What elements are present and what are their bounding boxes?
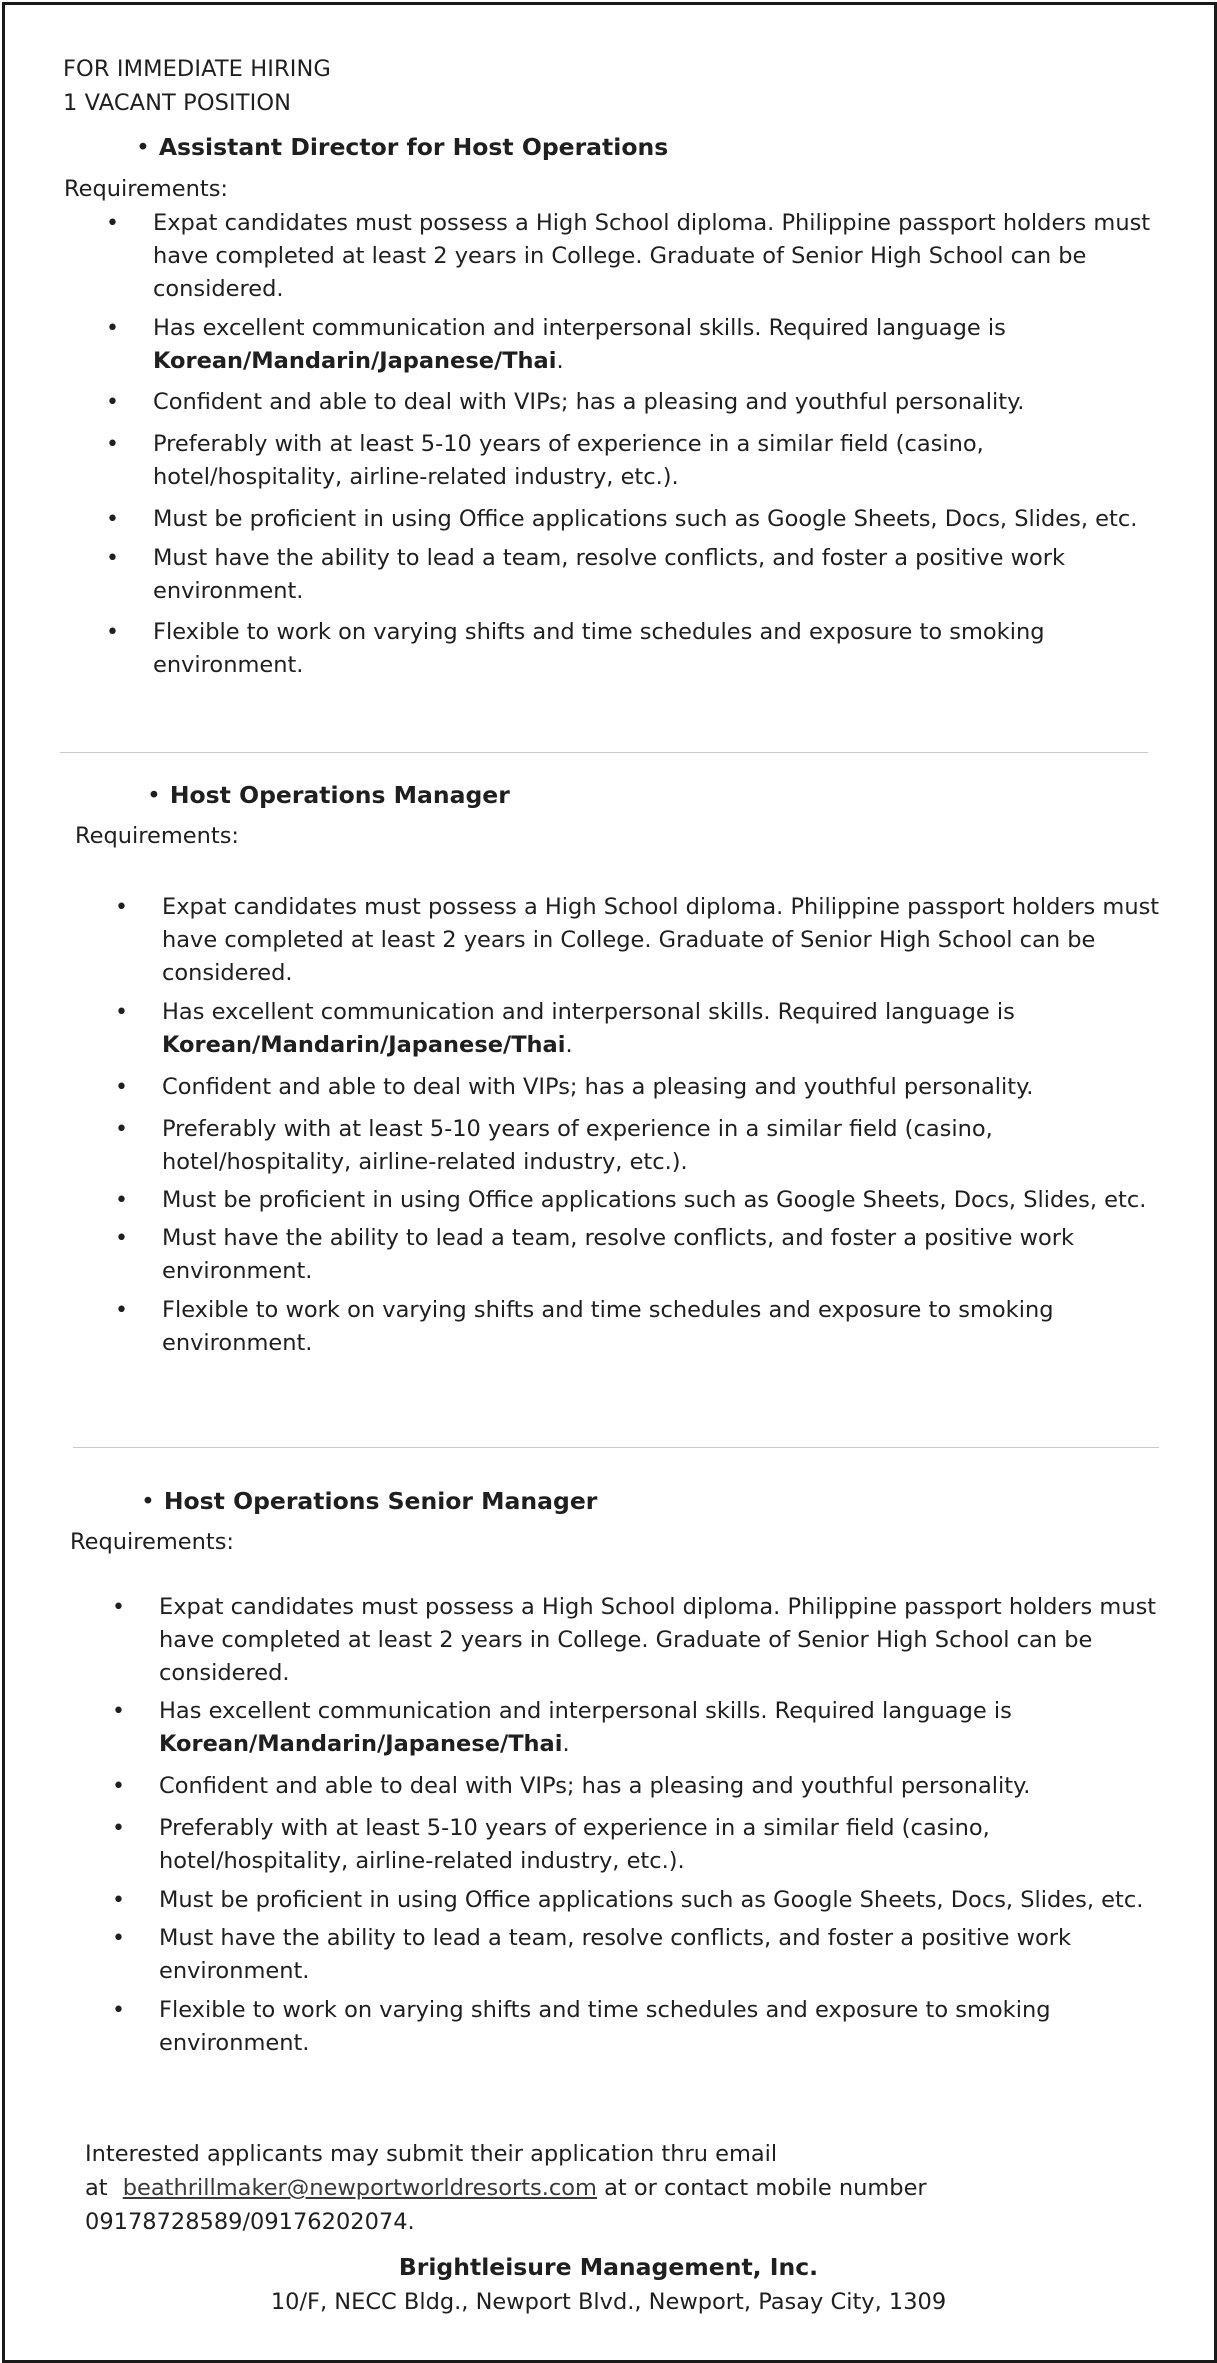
list-item: • Has excellent communication and interpersonal skills. Required language is Korean/Mandarin/Japanese/Thai. xyxy=(115,996,1175,1062)
bullet-icon: • xyxy=(136,133,150,161)
list-item: • Expat candidates must possess a High School diploma. Philippine passport holders must have completed at least 2 years in College. Graduate of Senior High School can be considered. xyxy=(112,1591,1172,1690)
hiring-header xyxy=(63,52,331,120)
list-item: • Has excellent communication and interpersonal skills. Required language is Korean/Mandarin/Japanese/Thai. xyxy=(112,1695,1172,1761)
contact-intro: Interested applicants may submit their application thru email xyxy=(85,2141,778,2167)
position-title xyxy=(136,131,668,163)
requirements-list xyxy=(115,891,1175,1360)
bullet-icon: • xyxy=(112,1774,125,1799)
bullet-icon: • xyxy=(106,432,119,457)
bullet-icon: • xyxy=(115,1298,128,1323)
list-item: • Confident and able to deal with VIPs; has a pleasing and youthful personality. xyxy=(112,1770,1172,1803)
bullet-icon: • xyxy=(106,620,119,645)
company-name: Brightleisure Management, Inc. xyxy=(398,2253,819,2281)
position-name: Host Operations Manager xyxy=(169,781,510,809)
list-item: • Flexible to work on varying shifts and time schedules and exposure to smoking environment. xyxy=(112,1994,1172,2060)
requirements-label: Requirements: xyxy=(64,176,229,202)
bullet-icon: • xyxy=(106,546,119,571)
list-item: • Preferably with at least 5-10 years of experience in a similar field (casino, hotel/hospitality, airline-related industry, etc.). xyxy=(115,1113,1175,1179)
requirements-list xyxy=(106,207,1166,682)
list-item: • Preferably with at least 5-10 years of experience in a similar field (casino, hotel/hospitality, airline-related industry, etc.). xyxy=(106,428,1166,494)
bullet-icon: • xyxy=(147,781,161,809)
email-link[interactable]: beathrillmaker@newportworldresorts.com xyxy=(122,2175,597,2201)
list-item: • Must be proficient in using Office applications such as Google Sheets, Docs, Slides, etc. xyxy=(112,1884,1172,1917)
bullet-icon: • xyxy=(115,1000,128,1025)
bullet-icon: • xyxy=(106,316,119,341)
bullet-icon: • xyxy=(112,1998,125,2023)
bullet-icon: • xyxy=(115,1226,128,1251)
list-item: • Has excellent communication and interpersonal skills. Required language is Korean/Mandarin/Japanese/Thai. xyxy=(106,312,1166,378)
bullet-icon: • xyxy=(141,1487,155,1515)
bullet-icon: • xyxy=(112,1926,125,1951)
list-item: • Confident and able to deal with VIPs; has a pleasing and youthful personality. xyxy=(115,1071,1175,1104)
list-item: • Flexible to work on varying shifts and time schedules and exposure to smoking environment. xyxy=(106,616,1166,682)
hiring-notice: FOR IMMEDIATE HIRING xyxy=(63,56,331,82)
position-title xyxy=(141,1485,597,1517)
position-name: Host Operations Senior Manager xyxy=(163,1487,598,1515)
requirements-list xyxy=(112,1591,1172,2060)
list-item: • Preferably with at least 5-10 years of experience in a similar field (casino, hotel/hospitality, airline-related industry, etc.). xyxy=(112,1812,1172,1878)
vacancy-count: 1 VACANT POSITION xyxy=(63,90,292,116)
contact-email-line: at beathrillmaker@newportworldresorts.com at or contact mobile number xyxy=(85,2175,927,2201)
bullet-icon: • xyxy=(115,1075,128,1100)
bullet-icon: • xyxy=(112,1699,125,1724)
list-item: • Expat candidates must possess a High School diploma. Philippine passport holders must have completed at least 2 years in College. Graduate of Senior High School can be considered. xyxy=(115,891,1175,990)
required-languages: Korean/Mandarin/Japanese/Thai xyxy=(162,1032,566,1058)
list-item: • Confident and able to deal with VIPs; has a pleasing and youthful personality. xyxy=(106,386,1166,419)
bullet-icon: • xyxy=(115,1117,128,1142)
list-item: • Must be proficient in using Office applications such as Google Sheets, Docs, Slides, etc. xyxy=(106,503,1166,536)
section-divider xyxy=(73,1447,1159,1448)
bullet-icon: • xyxy=(106,390,119,415)
requirements-label: Requirements: xyxy=(70,1529,235,1555)
section-divider xyxy=(60,752,1148,753)
bullet-icon: • xyxy=(115,895,128,920)
bullet-icon: • xyxy=(106,211,119,236)
required-languages: Korean/Mandarin/Japanese/Thai xyxy=(153,348,557,374)
list-item: • Must have the ability to lead a team, resolve conflicts, and foster a positive work environment. xyxy=(115,1222,1175,1288)
bullet-icon: • xyxy=(112,1595,125,1620)
list-item: • Expat candidates must possess a High School diploma. Philippine passport holders must have completed at least 2 years in College. Graduate of Senior High School can be considered. xyxy=(106,207,1166,306)
bullet-icon: • xyxy=(112,1888,125,1913)
bullet-icon: • xyxy=(115,1188,128,1213)
bullet-icon: • xyxy=(112,1816,125,1841)
list-item: • Must be proficient in using Office applications such as Google Sheets, Docs, Slides, etc. xyxy=(115,1184,1175,1217)
required-languages: Korean/Mandarin/Japanese/Thai xyxy=(159,1731,563,1757)
position-name: Assistant Director for Host Operations xyxy=(158,133,669,161)
list-item: • Flexible to work on varying shifts and time schedules and exposure to smoking environment. xyxy=(115,1294,1175,1360)
list-item: • Must have the ability to lead a team, resolve conflicts, and foster a positive work environment. xyxy=(112,1922,1172,1988)
company-address: 10/F, NECC Bldg., Newport Blvd., Newport, Pasay City, 1309 xyxy=(270,2289,947,2315)
bullet-icon: • xyxy=(106,507,119,532)
contact-phones: 09178728589/09176202074. xyxy=(85,2209,415,2235)
contact-block xyxy=(85,2137,927,2239)
requirements-label: Requirements: xyxy=(75,823,240,849)
position-title xyxy=(147,779,510,811)
list-item: • Must have the ability to lead a team, resolve conflicts, and foster a positive work environment. xyxy=(106,542,1166,608)
